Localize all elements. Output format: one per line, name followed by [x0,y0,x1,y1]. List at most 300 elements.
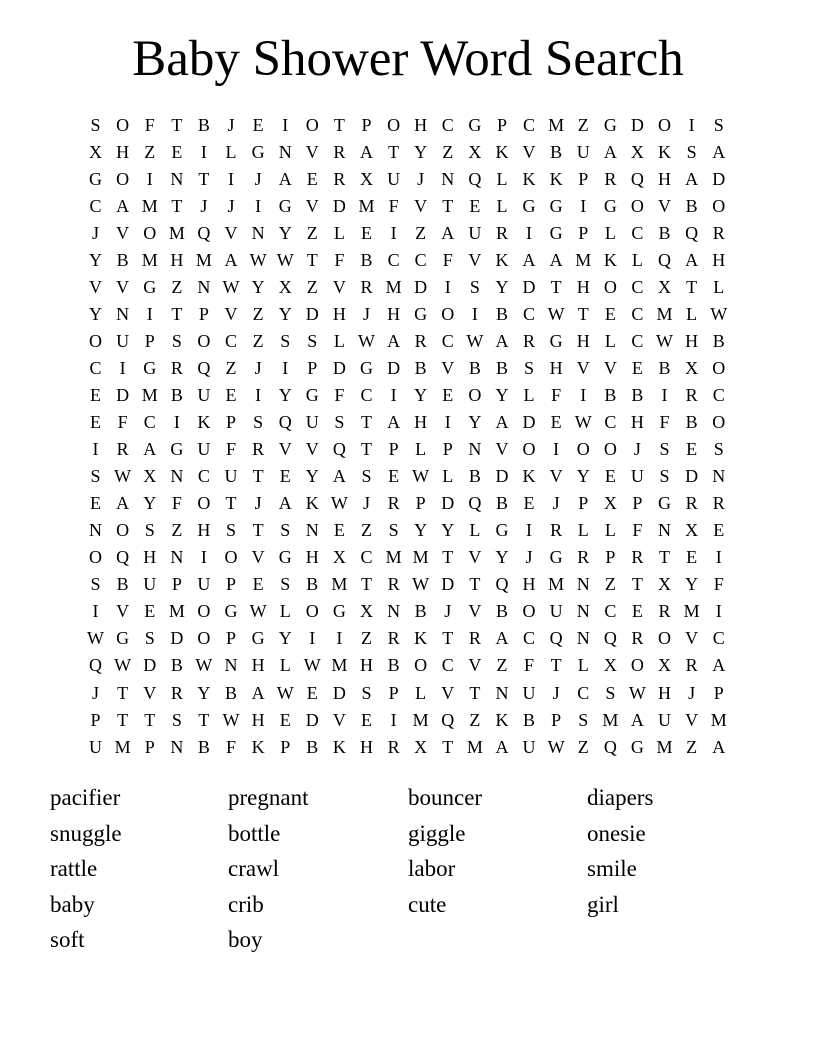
grid-cell: G [658,493,672,514]
grid-cell: I [255,384,262,405]
grid-cell: R [712,493,725,514]
grid-cell: Y [197,682,211,703]
grid-cell: W [412,574,430,595]
grid-cell: J [525,547,533,568]
grid-cell: Y [278,384,292,405]
grid-cell: I [336,628,343,649]
grid-cell: V [441,682,455,703]
grid-cell: F [388,195,399,216]
grid-cell: H [414,114,428,135]
word-item: smile [587,856,637,882]
grid-cell: E [523,493,535,514]
grid-cell: Z [442,141,454,162]
grid-cell: O [658,114,672,135]
grid-cell: T [198,709,210,730]
grid-cell: E [144,601,156,622]
grid-cell: L [442,466,454,487]
grid-cell: O [603,439,617,460]
grid-cell: P [713,682,724,703]
grid-cell: E [90,412,102,433]
grid-cell: A [522,249,536,270]
grid-cell: G [251,628,265,649]
grid-cell: L [604,330,616,351]
grid-cell: K [251,736,265,757]
grid-cell: A [685,249,699,270]
grid-cell: L [496,195,508,216]
word-list [0,780,816,965]
grid-cell: O [712,195,726,216]
grid-cell: J [552,682,560,703]
grid-cell: W [222,276,240,297]
grid-cell: U [116,330,130,351]
grid-cell: A [495,736,509,757]
grid-cell: C [604,601,617,622]
grid-cell: C [712,628,725,649]
grid-cell: N [116,303,130,324]
grid-cell: N [251,222,265,243]
grid-cell: O [712,357,726,378]
grid-cell: L [415,439,427,460]
grid-cell: P [388,439,399,460]
grid-cell: V [658,195,672,216]
grid-cell: E [279,709,291,730]
grid-cell: O [197,601,211,622]
grid-cell: K [549,168,563,189]
word-item: diapers [587,785,654,810]
grid-cell: W [249,601,267,622]
grid-cell: C [523,114,536,135]
grid-cell: B [116,249,129,270]
grid-cell: P [578,493,589,514]
grid-cell: V [332,709,346,730]
word-column [408,780,482,922]
grid-cell: G [549,222,563,243]
grid-cell: W [330,493,348,514]
grid-cell: R [631,547,644,568]
grid-cell: O [143,222,157,243]
grid-cell: O [116,168,130,189]
grid-cell: C [712,384,725,405]
grid-cell: N [712,466,726,487]
grid-cell: X [359,168,373,189]
grid-cell: Y [414,520,428,541]
word-item: giggle [408,820,466,846]
grid-cell: Y [89,303,103,324]
grid-cell: R [170,682,183,703]
grid-cell: A [441,222,455,243]
grid-cell: N [278,141,292,162]
grid-cell: V [116,601,130,622]
grid-cell: E [306,168,318,189]
grid-cell: I [282,114,289,135]
grid-cell: G [89,168,103,189]
grid-cell: M [602,709,619,730]
grid-cell: F [442,249,453,270]
grid-cell: P [605,547,616,568]
grid-cell: J [552,493,560,514]
grid-cell: T [171,114,183,135]
grid-cell: G [359,357,373,378]
grid-cell: A [143,439,157,460]
grid-cell: N [89,520,103,541]
grid-cell: G [278,547,292,568]
grid-cell: P [171,574,182,595]
grid-cell: I [282,357,289,378]
grid-cell: O [522,601,536,622]
grid-cell: L [604,222,616,243]
grid-cell: H [197,520,211,541]
grid-cell: N [468,439,482,460]
grid-cell: Z [225,357,237,378]
grid-cell: Q [549,628,563,649]
grid-cell: O [89,330,103,351]
grid-cell: I [228,168,235,189]
grid-cell: S [713,114,724,135]
grid-cell: P [226,574,237,595]
grid-cell: J [227,195,235,216]
grid-cell: P [226,628,237,649]
grid-cell: Q [468,168,482,189]
grid-cell: J [254,357,262,378]
grid-cell: V [495,439,509,460]
grid-cell: T [550,276,562,297]
grid-cell: S [171,330,182,351]
grid-cell: G [332,601,346,622]
grid-cell: Z [360,628,372,649]
grid-cell: W [710,303,728,324]
grid-cell: F [524,655,535,676]
word-item: pregnant [228,785,309,810]
grid-cell: W [357,330,375,351]
grid-cell: E [333,520,345,541]
grid-cell: A [712,655,726,676]
word-item: crib [228,891,264,917]
grid-cell: Q [116,547,130,568]
grid-cell: Q [468,493,482,514]
grid-cell: X [658,574,672,595]
grid-cell: Z [686,736,698,757]
grid-cell: G [495,520,509,541]
grid-cell: V [685,628,699,649]
word-item: onesie [587,820,646,846]
grid-cell: W [114,466,132,487]
grid-cell: V [468,547,482,568]
grid-cell: Y [278,303,292,324]
grid-cell: V [89,276,103,297]
grid-cell: I [580,195,587,216]
grid-cell: T [550,655,562,676]
grid-cell: E [713,520,725,541]
grid-cell: N [658,520,672,541]
grid-cell: B [116,574,129,595]
grid-cell: I [553,439,560,460]
grid-cell: Q [197,357,211,378]
grid-cell: V [468,601,482,622]
grid-cell: E [604,303,616,324]
grid-cell: B [468,466,481,487]
grid-cell: F [334,249,345,270]
grid-cell: H [712,249,726,270]
grid-cell: Z [252,303,264,324]
grid-cell: K [332,736,346,757]
grid-cell: Q [685,222,699,243]
grid-cell: I [661,384,668,405]
grid-cell: T [144,709,156,730]
grid-cell: R [252,439,265,460]
grid-cell: V [549,466,563,487]
grid-cell: R [387,493,400,514]
grid-cell: I [580,384,587,405]
grid-cell: V [468,249,482,270]
grid-cell: S [280,520,291,541]
grid-cell: I [119,357,126,378]
grid-cell: B [631,384,644,405]
grid-cell: M [385,547,402,568]
grid-cell: N [305,520,319,541]
grid-cell: M [466,736,483,757]
grid-cell: L [333,330,345,351]
grid-cell: T [117,709,129,730]
grid-cell: T [469,682,481,703]
grid-cell: R [387,574,400,595]
grid-cell: T [442,736,454,757]
grid-cell: K [522,168,536,189]
grid-cell: J [362,303,370,324]
grid-cell: R [712,222,725,243]
grid-cell: X [278,276,292,297]
grid-cell: A [332,466,346,487]
grid-cell: Y [495,384,509,405]
grid-cell: U [305,412,319,433]
grid-cell: V [116,276,130,297]
grid-cell: C [577,682,590,703]
grid-cell: F [226,439,237,460]
grid-cell: I [92,601,99,622]
grid-cell: Q [332,439,346,460]
grid-cell: N [495,682,509,703]
grid-cell: D [332,682,346,703]
grid-cell: B [523,709,536,730]
grid-cell: A [251,682,265,703]
grid-cell: I [526,520,533,541]
grid-cell: Q [495,574,509,595]
grid-cell: H [332,303,346,324]
grid-cell: M [168,222,185,243]
grid-cell: S [659,466,670,487]
grid-cell: E [225,384,237,405]
grid-cell: E [686,547,698,568]
grid-cell: M [656,736,673,757]
grid-cell: M [168,601,185,622]
word-item: boy [228,927,263,953]
grid-cell: H [658,168,672,189]
grid-cell: K [495,141,509,162]
grid-cell: T [117,682,129,703]
grid-cell: T [225,493,237,514]
grid-cell: G [549,547,563,568]
grid-cell: P [632,493,643,514]
grid-cell: E [631,357,643,378]
grid-cell: I [688,114,695,135]
grid-cell: Z [360,520,372,541]
grid-cell: B [306,736,319,757]
grid-cell: B [170,655,183,676]
grid-cell: I [255,195,262,216]
grid-cell: D [332,195,346,216]
grid-cell: N [170,547,184,568]
grid-cell: D [143,655,157,676]
grid-cell: Q [197,222,211,243]
grid-cell: P [307,357,318,378]
grid-cell: B [658,222,671,243]
grid-cell: B [414,601,427,622]
grid-cell: R [387,628,400,649]
grid-cell: T [659,547,671,568]
grid-cell: H [251,655,265,676]
grid-cell: R [523,330,536,351]
grid-cell: M [141,384,158,405]
grid-cell: W [195,655,213,676]
grid-cell: U [658,709,672,730]
grid-cell: N [170,736,184,757]
grid-cell: S [90,466,101,487]
grid-cell: V [143,682,157,703]
grid-cell: Z [415,222,427,243]
grid-cell: X [658,276,672,297]
grid-cell: Y [414,384,428,405]
grid-cell: J [254,493,262,514]
grid-cell: D [522,276,536,297]
grid-cell: H [658,682,672,703]
grid-cell: G [630,736,644,757]
grid-cell: L [469,520,481,541]
grid-cell: U [549,601,563,622]
grid-cell: T [333,114,345,135]
grid-cell: B [550,141,563,162]
grid-cell: J [200,195,208,216]
grid-cell: C [631,276,644,297]
grid-cell: M [575,249,592,270]
grid-cell: S [469,276,480,297]
grid-cell: I [390,384,397,405]
grid-cell: P [144,330,155,351]
grid-cell: G [305,384,319,405]
grid-cell: U [522,736,536,757]
grid-cell: B [360,249,373,270]
grid-cell: H [522,574,536,595]
grid-cell: G [251,141,265,162]
grid-cell: G [224,601,238,622]
grid-cell: O [603,276,617,297]
grid-cell: T [442,547,454,568]
grid-cell: J [688,682,696,703]
grid-cell: A [387,330,401,351]
grid-cell: I [309,628,316,649]
grid-cell: E [604,466,616,487]
word-item: baby [50,891,95,917]
grid-cell: Y [305,466,319,487]
grid-cell: G [468,114,482,135]
grid-cell: L [496,168,508,189]
grid-cell: G [278,195,292,216]
grid-cell: I [173,412,180,433]
grid-cell: V [224,303,238,324]
grid-cell: T [171,303,183,324]
grid-cell: S [388,520,399,541]
grid-cell: B [197,736,210,757]
grid-cell: B [225,682,238,703]
grid-cell: R [577,547,590,568]
grid-cell: Y [143,493,157,514]
grid-cell: I [715,547,722,568]
grid-cell: B [658,357,671,378]
grid-cell: G [549,330,563,351]
grid-cell: T [442,195,454,216]
grid-cell: Z [577,114,589,135]
grid-cell: T [171,195,183,216]
grid-cell: E [469,195,481,216]
grid-cell: R [685,493,698,514]
grid-cell: T [360,574,372,595]
grid-cell: W [276,682,294,703]
grid-cell: X [603,493,617,514]
word-item: bottle [228,820,281,846]
grid-cell: M [331,655,348,676]
grid-cell: T [577,303,589,324]
grid-cell: F [171,493,182,514]
grid-cell: O [197,330,211,351]
grid-cell: U [387,168,401,189]
grid-cell: M [358,195,375,216]
grid-cell: X [468,141,482,162]
grid-cell: L [577,520,589,541]
grid-cell: O [305,601,319,622]
grid-cell: K [495,249,509,270]
grid-cell: X [414,736,428,757]
grid-cell: T [631,574,643,595]
grid-cell: B [170,384,183,405]
grid-cell: J [633,439,641,460]
grid-cell: H [685,330,699,351]
grid-cell: Y [251,276,265,297]
grid-cell: K [197,412,211,433]
grid-cell: L [279,601,291,622]
grid-cell: G [603,114,617,135]
grid-cell: O [522,439,536,460]
grid-cell: R [333,168,346,189]
grid-cell: B [495,601,508,622]
grid-cell: M [548,114,565,135]
grid-cell: N [576,601,590,622]
grid-cell: M [656,303,673,324]
grid-cell: W [412,466,430,487]
grid-cell: Y [495,276,509,297]
grid-cell: Y [278,222,292,243]
grid-cell: G [143,276,157,297]
grid-cell: J [227,114,235,135]
grid-cell: U [468,222,482,243]
grid-cell: S [90,114,101,135]
grid-cell: Q [658,249,672,270]
grid-cell: Q [603,736,617,757]
grid-cell: S [334,412,345,433]
grid-cell: S [361,682,372,703]
grid-cell: C [523,628,536,649]
grid-cell: Z [171,520,183,541]
grid-cell: K [658,141,672,162]
grid-cell: V [685,709,699,730]
grid-cell: D [685,466,699,487]
